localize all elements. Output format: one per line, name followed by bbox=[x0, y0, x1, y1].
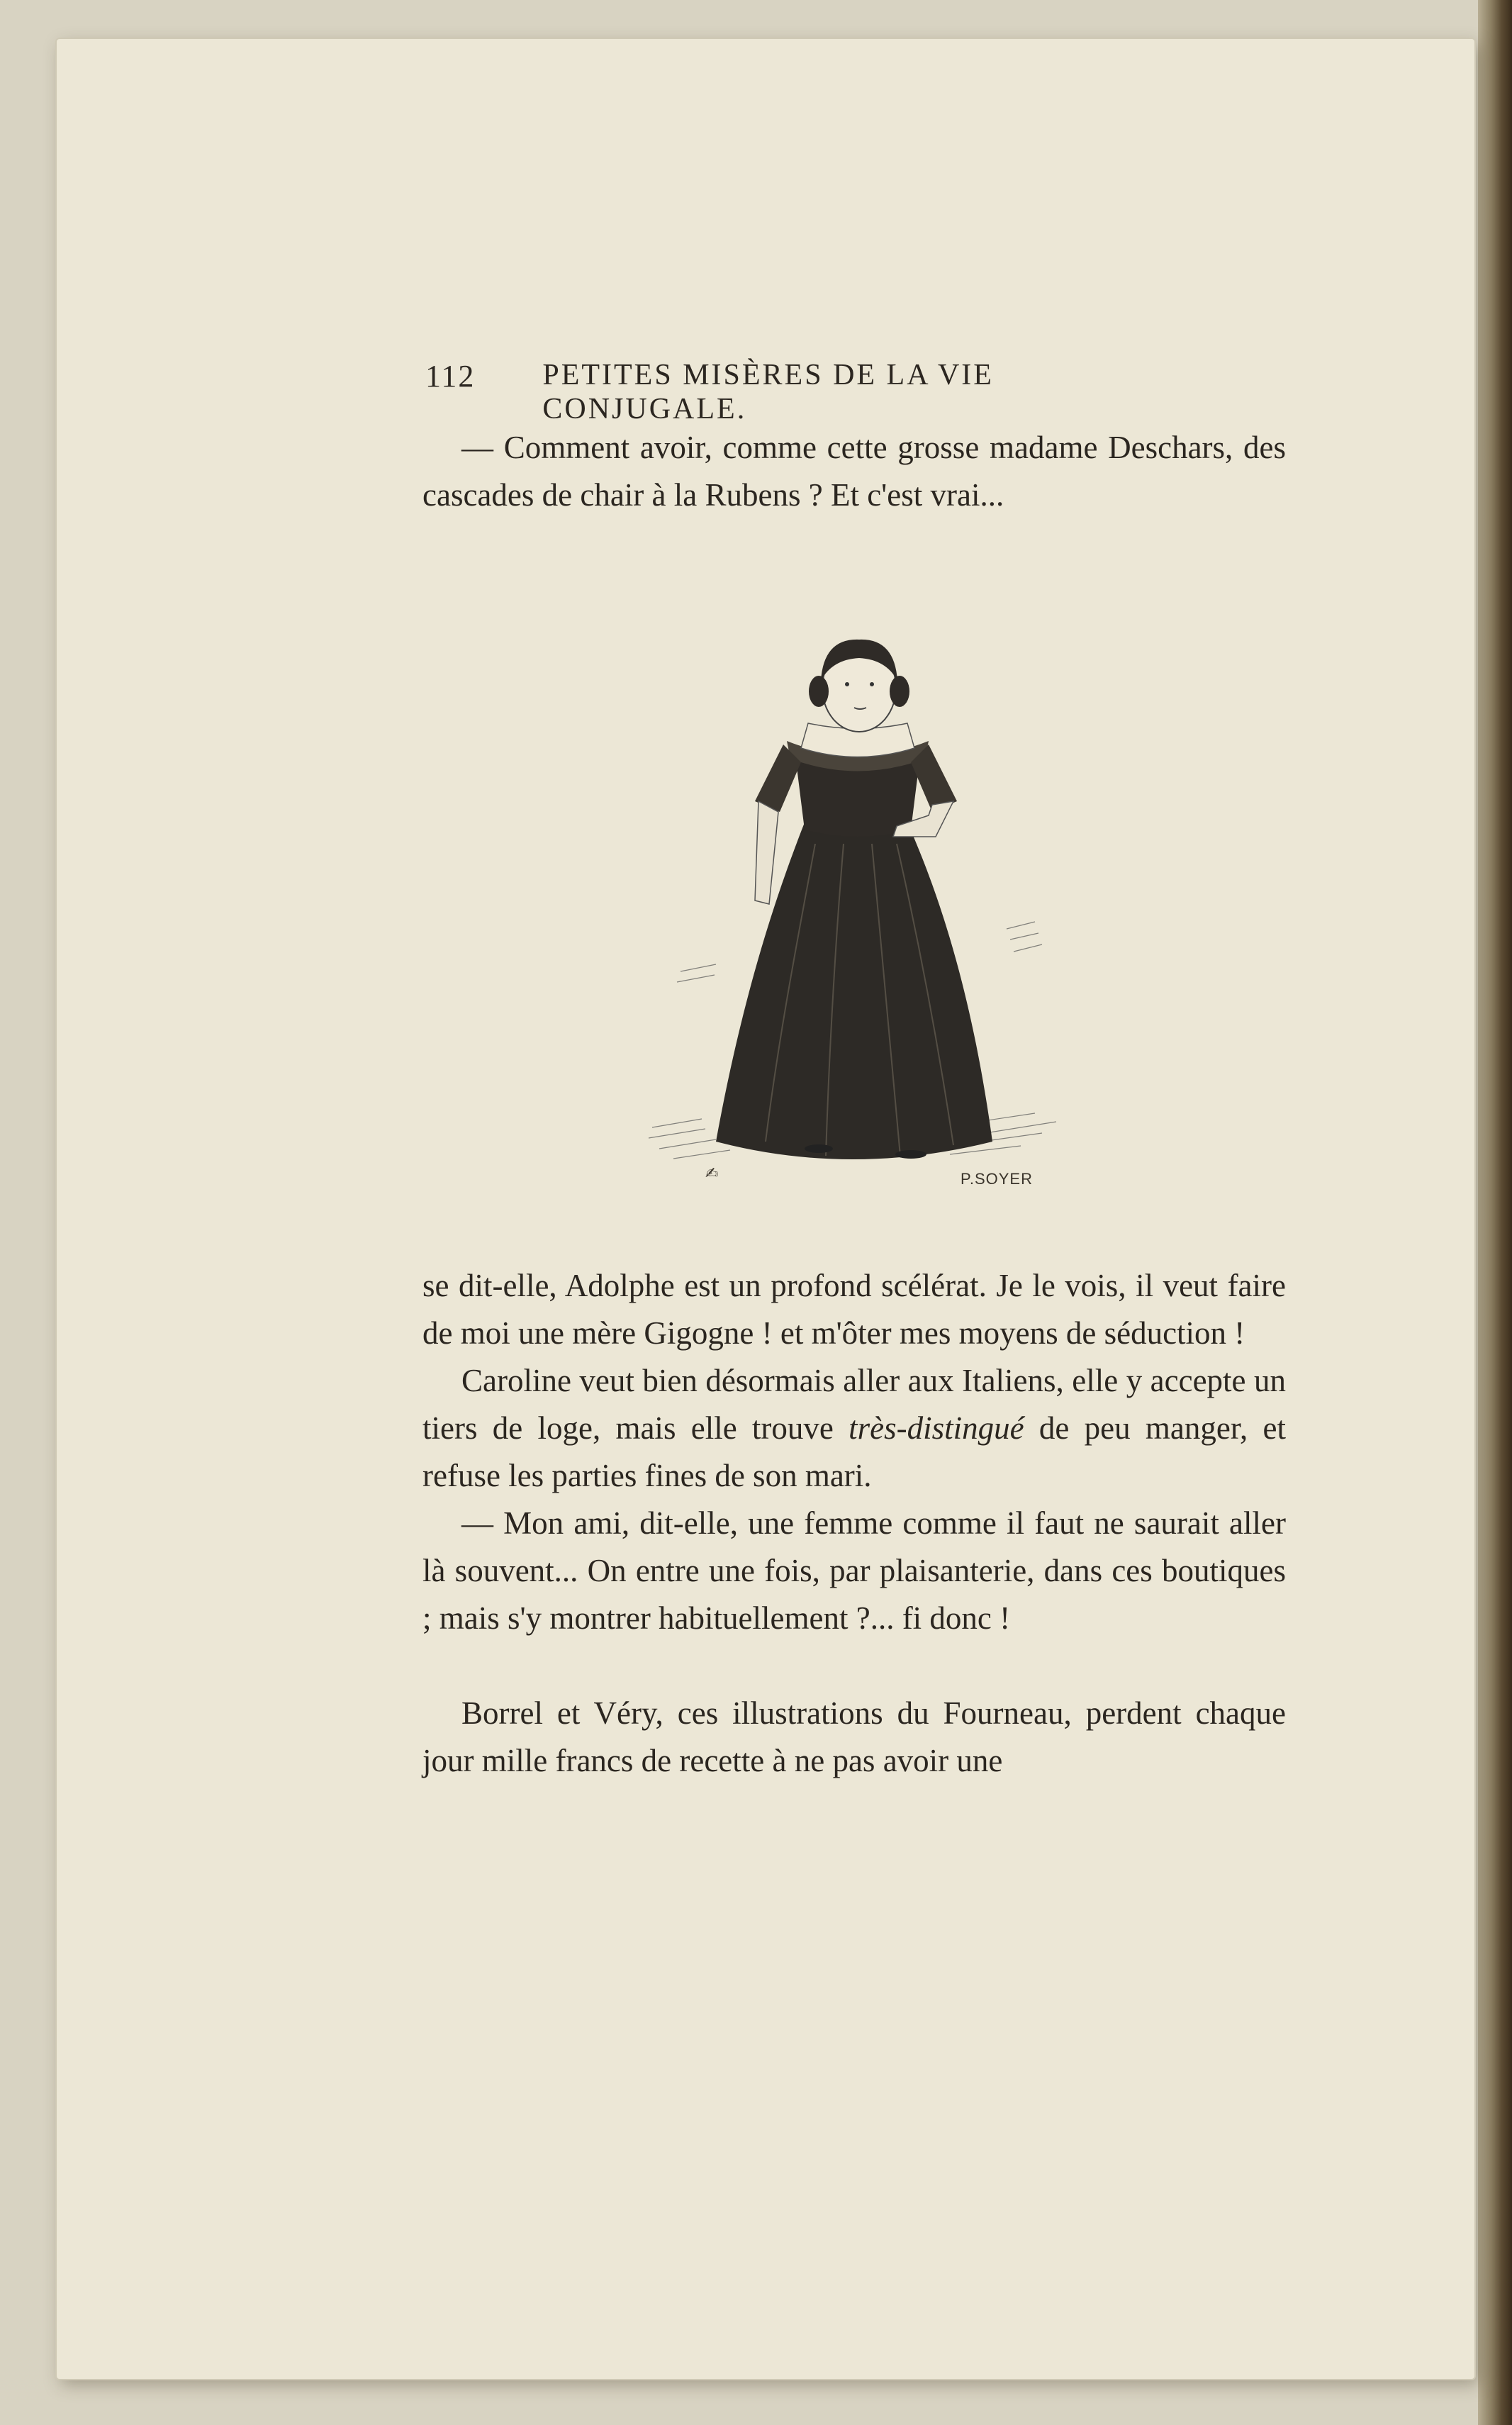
paragraph bbox=[422, 1357, 1286, 1500]
italic-emphasis: très-distingué bbox=[849, 1410, 1024, 1446]
text-block-bottom bbox=[422, 1262, 1286, 1785]
paragraph: — Mon ami, dit-elle, une femme comme il faut ne saurait aller là souvent... On entre une fois, par plaisanterie, dans ces boutiques ; mais s'y montrer habituellement ?... fi donc ! bbox=[422, 1505, 1286, 1636]
artist-mark-left: ✍ bbox=[705, 1164, 719, 1182]
running-header bbox=[425, 358, 1205, 426]
paragraph-text: de peu manger, et refuse les parties fines de son mari. bbox=[422, 1410, 1286, 1493]
text-block-top bbox=[422, 424, 1286, 519]
book-spine-edge bbox=[1478, 0, 1512, 2425]
artist-signature: P.SOYER bbox=[961, 1170, 1033, 1188]
paragraph: — Comment avoir, comme cette grosse madame Deschars, des cascades de chair à la Rubens ? Et c'est vrai... bbox=[422, 430, 1286, 513]
page-number: 112 bbox=[425, 359, 476, 394]
running-title: PETITES MISÈRES DE LA VIE CONJUGALE. bbox=[542, 359, 994, 425]
woman-engraving-illustration bbox=[638, 589, 1077, 1205]
paragraph: Borrel et Véry, ces illustrations du Fourneau, perdent chaque jour mille francs de recette à ne pas avoir une bbox=[422, 1695, 1286, 1778]
paragraph-text: Caroline veut bien désormais aller aux Italiens, elle y accepte un tiers de loge, mais elle trouve bbox=[422, 1363, 1286, 1446]
paragraph: se dit-elle, Adolphe est un profond scélérat. Je le vois, il veut faire de moi une mère Gigogne ! et m'ôter mes moyens de séduction ! bbox=[422, 1268, 1286, 1351]
